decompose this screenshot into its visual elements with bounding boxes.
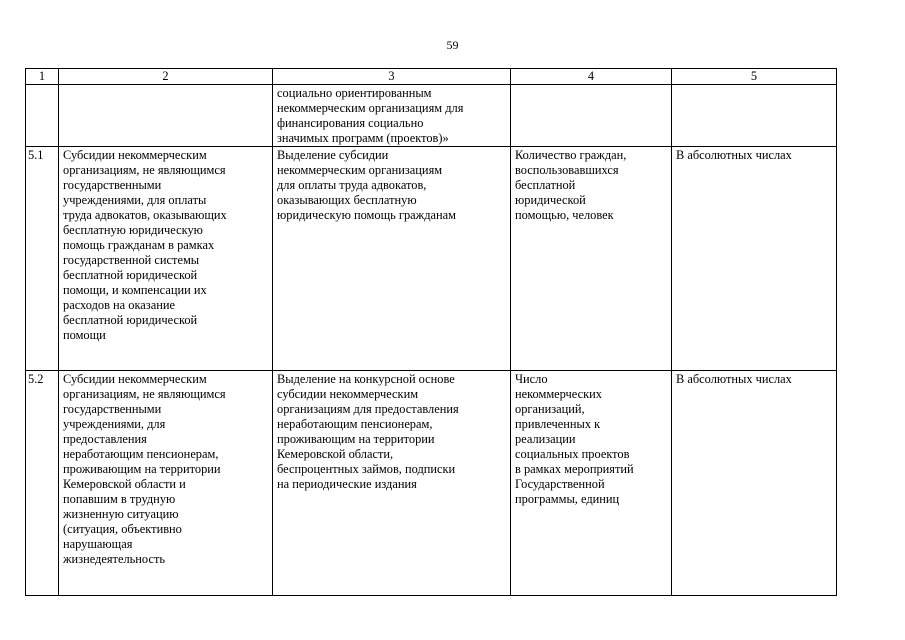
- cell-text-line: организаций,: [515, 402, 585, 416]
- cell-text-line: значимых программ (проектов)»: [277, 131, 449, 145]
- cell-text-line: воспользовавшихся: [515, 163, 619, 177]
- cell-text-line: организациям, не являющимся: [63, 163, 226, 177]
- unit-cell: [672, 147, 837, 371]
- cell-text-line: юридической: [515, 193, 586, 207]
- table-row: [26, 147, 837, 371]
- cell-text-line: привлеченных к: [515, 417, 601, 431]
- measure-description-cell: [273, 85, 511, 147]
- cell-text-line: неработающим пенсионерам,: [63, 447, 219, 461]
- column-header-3: 3: [273, 69, 511, 85]
- cell-text-line: помощи: [63, 328, 106, 342]
- cell-text-line: проживающим на территории: [63, 462, 221, 476]
- cell-text-line: некоммерческим организациям: [277, 163, 443, 177]
- measure-description-cell: [273, 147, 511, 371]
- cell-text-line: финансирования социально: [277, 116, 424, 130]
- cell-text-line: (ситуация, объективно: [63, 522, 182, 536]
- cell-text-line: организациям для предоставления: [277, 402, 459, 416]
- row-number: [26, 85, 59, 147]
- cell-text-line: бесплатной юридической: [63, 313, 198, 327]
- cell-text-line: Государственной: [515, 477, 605, 491]
- table-header-row: [26, 69, 837, 85]
- cell-text-line: оказывающих бесплатную: [277, 193, 417, 207]
- cell-text-line: Кемеровской области и: [63, 477, 186, 491]
- cell-text-line: некоммерческих: [515, 387, 602, 401]
- indicator-cell: [511, 371, 672, 596]
- cell-text-line: предоставления: [63, 432, 147, 446]
- cell-text-line: беспроцентных займов, подписки: [277, 462, 456, 476]
- cell-text-line: труда адвокатов, оказывающих: [63, 208, 227, 222]
- cell-text-line: расходов на оказание: [63, 298, 175, 312]
- indicator-cell: [511, 147, 672, 371]
- column-header-1: 1: [26, 69, 59, 85]
- cell-text-line: программы, единиц: [515, 492, 620, 506]
- column-header-4: 4: [511, 69, 672, 85]
- cell-text-line: юридическую помощь гражданам: [277, 208, 456, 222]
- table-row: [26, 85, 837, 147]
- cell-text-line: помощи, и компенсации их: [63, 283, 207, 297]
- cell-text-line: жизнедеятельность: [63, 552, 166, 566]
- cell-text-line: Число: [515, 372, 548, 386]
- cell-text-line: в рамках мероприятий: [515, 462, 634, 476]
- cell-text-line: Выделение на конкурсной основе: [277, 372, 455, 386]
- cell-text-line: неработающим пенсионерам,: [277, 417, 433, 431]
- cell-text-line: бесплатной юридической: [63, 268, 198, 282]
- cell-text-line: социальных проектов: [515, 447, 630, 461]
- cell-text-line: некоммерческим организациям для: [277, 101, 464, 115]
- column-header-5: 5: [672, 69, 837, 85]
- cell-text-line: Количество граждан,: [515, 148, 627, 162]
- subsidy-name-cell: [59, 85, 273, 147]
- measure-description-cell: [273, 371, 511, 596]
- cell-text-line: государственными: [63, 402, 162, 416]
- cell-text-line: Кемеровской области,: [277, 447, 394, 461]
- indicator-cell: [511, 85, 672, 147]
- cell-text-line: бесплатную юридическую: [63, 223, 203, 237]
- cell-text-line: для оплаты труда адвокатов,: [277, 178, 427, 192]
- cell-text-line: учреждениями, для оплаты: [63, 193, 207, 207]
- page-number: 59: [446, 38, 459, 52]
- subsidy-name-cell: [59, 147, 273, 371]
- cell-text-line: бесплатной: [515, 178, 576, 192]
- row-number: 5.1: [26, 147, 59, 371]
- cell-text-line: социально ориентированным: [277, 86, 432, 100]
- cell-text-line: государственной системы: [63, 253, 200, 267]
- cell-text-line: проживающим на территории: [277, 432, 435, 446]
- unit-cell: [672, 85, 837, 147]
- cell-text-line: помощь гражданам в рамках: [63, 238, 215, 252]
- cell-text-line: помощью, человек: [515, 208, 614, 222]
- cell-text-line: Субсидии некоммерческим: [63, 148, 207, 162]
- indicators-table: [25, 68, 837, 596]
- cell-text-line: государственными: [63, 178, 162, 192]
- cell-text-line: субсидии некоммерческим: [277, 387, 419, 401]
- cell-text-line: В абсолютных числах: [676, 148, 792, 162]
- row-number: 5.2: [26, 371, 59, 596]
- cell-text-line: учреждениями, для: [63, 417, 166, 431]
- cell-text-line: реализации: [515, 432, 576, 446]
- column-header-2: 2: [59, 69, 273, 85]
- unit-cell: [672, 371, 837, 596]
- table-row: [26, 371, 837, 596]
- cell-text-line: В абсолютных числах: [676, 372, 792, 386]
- cell-text-line: попавшим в трудную: [63, 492, 176, 506]
- cell-text-line: организациям, не являющимся: [63, 387, 226, 401]
- cell-text-line: Выделение субсидии: [277, 148, 389, 162]
- cell-text-line: нарушающая: [63, 537, 133, 551]
- subsidy-name-cell: [59, 371, 273, 596]
- cell-text-line: жизненную ситуацию: [63, 507, 179, 521]
- cell-text-line: Субсидии некоммерческим: [63, 372, 207, 386]
- cell-text-line: на периодические издания: [277, 477, 417, 491]
